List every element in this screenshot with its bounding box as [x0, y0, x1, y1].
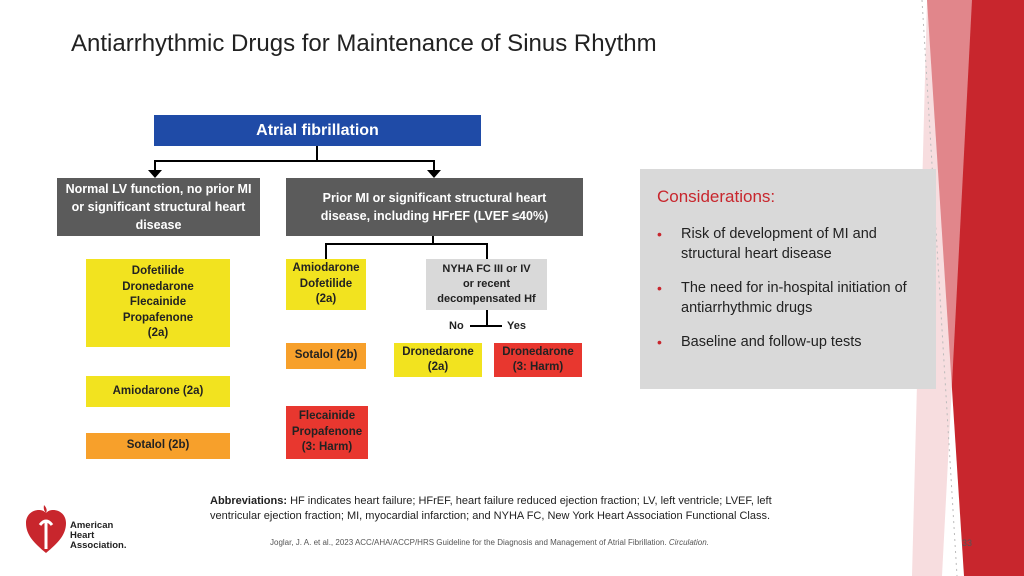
bullet-icon: • — [657, 334, 662, 350]
connector-line — [325, 243, 327, 259]
page-title: Antiarrhythmic Drugs for Maintenance of Sinus Rhythm — [71, 30, 657, 57]
bullet-icon: • — [657, 280, 662, 296]
branch-box-prior-mi: Prior MI or significant structural heart disease, including HFrEF (LVEF ≤40%) — [286, 178, 583, 236]
page-number: 33 — [962, 538, 973, 548]
considerations-panel — [640, 169, 936, 389]
drug-box-mid-first: Amiodarone Dofetilide (2a) — [286, 259, 366, 310]
citation-text: Joglar, J. A. et al., 2023 ACC/AHA/ACCP/HRS Guideline for the Diagnosis and Management of Atrial Fibrillation. — [270, 538, 669, 547]
arrow-head — [427, 170, 441, 178]
abbreviations-text: HF indicates heart failure; HFrEF, heart failure reduced ejection fraction; LV, left ventricle; LVEF, left ventricular ejection fraction; MI, myocardial infarction; and NYHA FC, New York Heart Association Functional Class. — [210, 495, 772, 522]
connector-line — [486, 243, 488, 259]
branch-box-normal-lv: Normal LV function, no prior MI or significant structural heart disease — [57, 178, 260, 236]
drug-box-left-second: Amiodarone (2a) — [86, 376, 230, 407]
nyha-question-box: NYHA FC III or IV or recent decompensated Hf — [426, 259, 547, 310]
arrow-head — [148, 170, 162, 178]
citation — [270, 538, 709, 547]
aha-logo-text: American Heart Association. — [70, 520, 127, 551]
abbreviations-label: Abbreviations: — [210, 495, 288, 507]
citation-journal: Circulation. — [668, 538, 709, 547]
considerations-item-text: The need for in-hospital initiation of antiarrhythmic drugs — [681, 280, 907, 316]
connector-line — [486, 310, 488, 326]
drug-box-left-third: Sotalol (2b) — [86, 433, 230, 459]
drug-box-no-outcome: Dronedarone (2a) — [394, 343, 482, 377]
drug-box-left-first: Dofetilide Dronedarone Flecainide Propafenone (2a) — [86, 259, 230, 347]
drug-box-yes-outcome: Dronedarone (3: Harm) — [494, 343, 582, 377]
no-label: No — [449, 320, 464, 332]
considerations-item-text: Risk of development of MI and structural heart disease — [681, 226, 877, 262]
yes-label: Yes — [507, 320, 526, 332]
considerations-item-text: Baseline and follow-up tests — [681, 334, 862, 350]
considerations-item — [657, 332, 918, 352]
considerations-item — [657, 224, 918, 264]
connector-line — [470, 325, 502, 327]
drug-box-mid-second: Sotalol (2b) — [286, 343, 366, 369]
connector-line — [154, 160, 435, 162]
heart-torch-logo-icon — [24, 503, 68, 555]
root-box-atrial-fibrillation: Atrial fibrillation — [154, 115, 481, 146]
abbreviations-note — [210, 494, 820, 524]
bullet-icon: • — [657, 226, 662, 242]
drug-box-mid-third: Flecainide Propafenone (3: Harm) — [286, 406, 368, 459]
considerations-item — [657, 278, 918, 318]
considerations-title: Considerations: — [657, 187, 776, 206]
connector-line — [325, 243, 488, 245]
